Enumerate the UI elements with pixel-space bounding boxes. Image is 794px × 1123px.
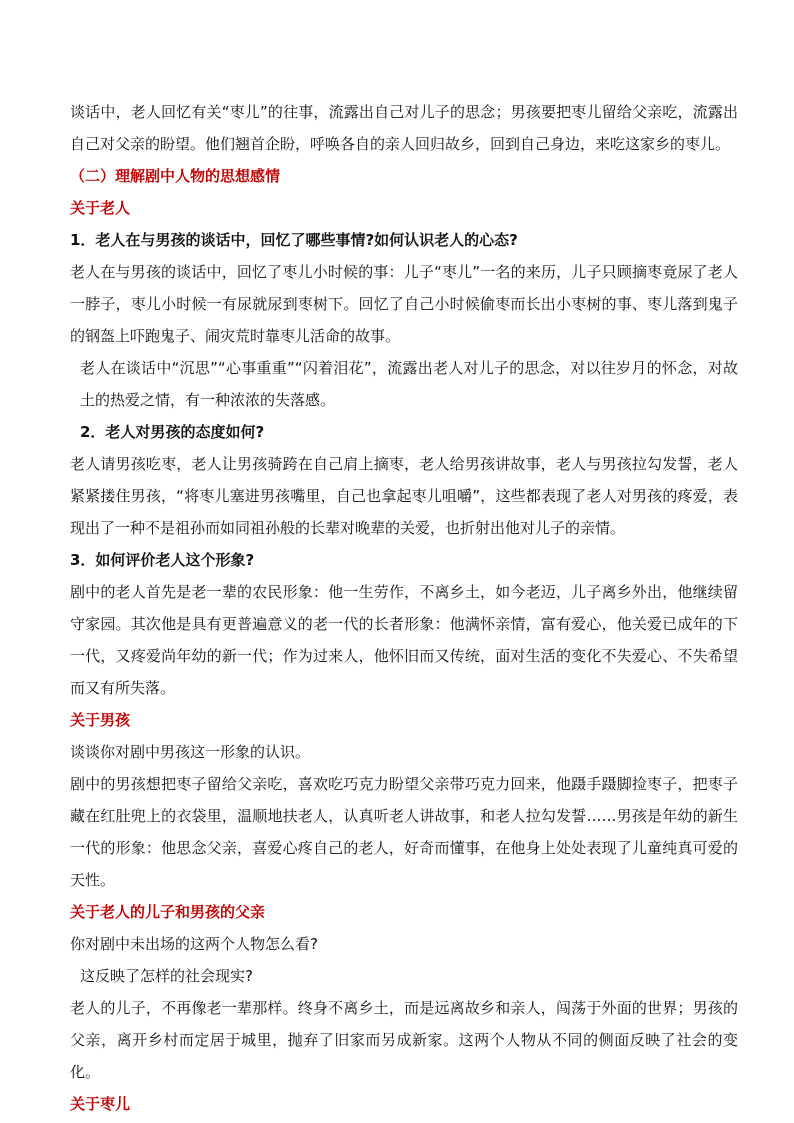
subheading-about-old-man: 关于老人 — [70, 199, 131, 217]
subheading-about-boy: 关于男孩 — [70, 711, 131, 729]
answer-boy: 剧中的男孩想把枣子留给父亲吃，喜欢吃巧克力盼望父亲带巧克力回来，他蹑手蹑脚捡枣子，把枣子藏在红肚兜上的衣袋里，温顺地扶老人，认真听老人讲故事，和老人拉勾发誓……男孩是年幼的新生一代的形象：他思念父亲，喜爱心疼自己的老人，好奇而懂事，在他身上处处表现了儿童纯真可爱的天性。 — [70, 775, 738, 889]
answer-1-paragraph-2: 老人在谈话中“沉思”“心事重重”“闪着泪花”，流露出老人对儿子的思念，对以往岁月的怀念，对故土的热爱之情，有一种浓浓的失落感。 — [80, 359, 738, 409]
question-boy: 谈谈你对剧中男孩这一形象的认识。 — [70, 743, 311, 761]
document-body — [70, 96, 738, 1120]
answer-2: 老人请男孩吃枣，老人让男孩骑跨在自己肩上摘枣，老人给男孩讲故事，老人与男孩拉勾发誓，老人紧紧搂住男孩，“将枣儿塞进男孩嘴里，自己也拿起枣儿咀嚼”，这些都表现了老人对男孩的疼爱，表现出了一种不是祖孙而如同祖孙般的长辈对晚辈的关爱，也折射出他对儿子的亲情。 — [70, 455, 738, 537]
answer-3: 剧中的老人首先是老一辈的农民形象：他一生劳作，不离乡土，如今老迈，儿子离乡外出，他继续留守家园。其次他是具有更普遍意义的老一代的长者形象：他满怀亲情，富有爱心，他关爱已成年的下一代，又疼爱尚年幼的新一代；作为过来人，他怀旧而又传统，面对生活的变化不失爱心、不失希望而又有所失落。 — [70, 583, 738, 697]
subheading-about-son-and-father: 关于老人的儿子和男孩的父亲 — [70, 903, 266, 921]
question-2: 2．老人对男孩的态度如何? — [80, 423, 265, 441]
question-3: 3．如何评价老人这个形象? — [70, 551, 255, 569]
question-son-father-1: 你对剧中未出场的这两个人物怎么看? — [70, 935, 318, 953]
subheading-about-dates: 关于枣儿 — [70, 1095, 131, 1113]
paragraph-intro: 谈话中，老人回忆有关“枣儿”的往事，流露出自己对儿子的思念；男孩要把枣儿留给父亲吃，流露出自己对父亲的盼望。他们翘首企盼，呼唤各自的亲人回归故乡，回到自己身边，来吃这家乡的枣儿。 — [70, 103, 738, 153]
answer-1-paragraph-1: 老人在与男孩的谈话中，回忆了枣儿小时候的事：儿子“枣儿”一名的来历，儿子只顾摘枣竟尿了老人一脖子，枣儿小时候一有尿就尿到枣树下。回忆了自己小时候偷枣而长出小枣树的事、枣儿落到鬼子的钢盔上吓跑鬼子、闹灾荒时靠枣儿活命的故事。 — [70, 263, 738, 345]
question-son-father-2: 这反映了怎样的社会现实? — [80, 967, 253, 985]
section-heading-understand-characters: （二）理解剧中人物的思想感情 — [70, 167, 281, 185]
question-1: 1．老人在与男孩的谈话中，回忆了哪些事情?如何认识老人的心态? — [70, 231, 518, 249]
answer-son-father: 老人的儿子，不再像老一辈那样。终身不离乡土，而是远离故乡和亲人，闯荡于外面的世界；男孩的父亲，离开乡村而定居于城里，抛弃了旧家而另成新家。这两个人物从不同的侧面反映了社会的变化。 — [70, 999, 738, 1081]
